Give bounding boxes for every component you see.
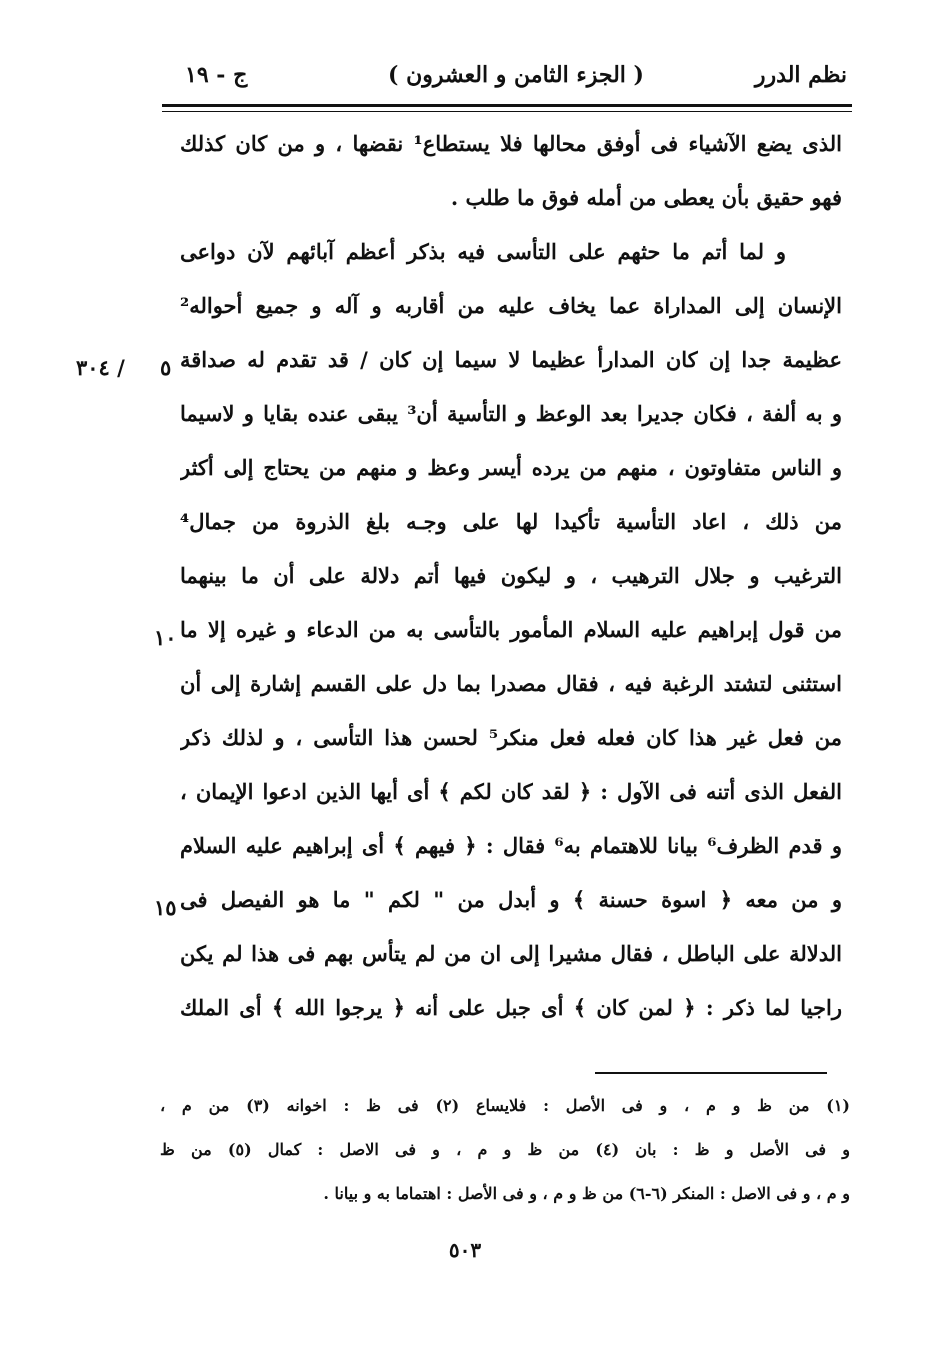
line-number-5: ٥ (160, 355, 172, 380)
manuscript-folio-reference: / ٣٠٤ (76, 355, 125, 380)
line-number-15: ١٥ (154, 895, 177, 920)
page-number: ٥٠٣ (448, 1238, 482, 1262)
header-rule-thick (162, 104, 852, 107)
text-line: فهو حقيق بأن يعطى من أمله فوق ما طلب . (450, 185, 842, 210)
text-line: و به ألفة ، فكان جديرا بعد الوعظ و التأسية أن³ يبقى عنده بقايا و لاسيما (180, 401, 842, 426)
footnotes (160, 1084, 850, 1216)
header-rule-thin (162, 111, 852, 112)
text-line: استثنى لتشتد الرغبة فيه ، فقال مصدرا بما دل على القسم إشارة إلى أن (180, 671, 842, 696)
text-line: الدلالة على الباطل ، فقال مشيرا إلى ان من لم يتأس بهم فى هذا لم يكن (180, 941, 842, 966)
footnote-line: و فى الأصل و ظ : بان (٤) من ظ و م ، و فى الاصل : كمال (٥) من ظ (160, 1140, 850, 1159)
part-label: ( الجزء الثامن و العشرون ) (388, 62, 644, 88)
text-line: و قدم الظرف⁶ بيانا للاهتمام به⁶ فقال : ﴿ فيهم ﴾ أى إبراهيم عليه السلام (180, 833, 842, 858)
text-line: الفعل الذى أتنه فى الآول : ﴿ لقد كان لكم ﴾ أى أيها الذين ادعوا الإيمان ، (180, 779, 842, 804)
text-line: من فعل غير هذا كان فعله فعل منكر⁵ لحسن هذا التأسى ، و لذلك ذكر (180, 725, 842, 750)
running-header (185, 56, 847, 96)
text-line: و الناس متفاوتون ، منهم من يرده أيسر وعظ و منهم من يحتاج إلى أكثر (180, 455, 842, 480)
text-line: من قول إبراهيم عليه السلام المأمور بالتأسى به من الدعاء و غيره إلا ما (180, 617, 842, 642)
text-line: و لما أتم ما حثهم على التأسى فيه بذكر أعظم آبائهم لآن دواعى (180, 239, 786, 264)
book-title: نظم الدرر (754, 62, 847, 88)
text-line: الذى يضع الآشياء فى أوفق محالها فلا يستطاع¹ نقضها ، و من كان كذلك (180, 131, 842, 156)
footnote-line: و م ، و فى الاصل : المنكر (٦-٦) من ظ و م ، و فى الأصل : اهتماما به و بيانا . (323, 1184, 850, 1203)
text-line: راجيا لما ذكر : ﴿ لمن كان ﴾ أى جبل على أنه ﴿ يرجوا الله ﴾ أى الملك (180, 995, 842, 1020)
footnote-separator (595, 1072, 827, 1074)
text-line: الإنسان إلى المداراة عما يخاف عليه من أقاربه و آله و جميع أحواله² (180, 293, 842, 318)
text-line: من ذلك ، اعاد التأسية تأكيدا لها على وجـه بلغ الذروة من جمال⁴ (180, 509, 842, 534)
footnote-line: (١) من ظ و م ، و فى الأصل : فلايساع (٢) فى ظ : اخوانه (٣) من م ، (160, 1096, 850, 1115)
text-line: عظيمة جدا إن كان المدارأ عظيما لا سيما إن كان / قد تقدم له صداقة (180, 347, 842, 372)
main-text (180, 117, 842, 1035)
volume-reference: ج - ١٩ (185, 62, 248, 88)
text-line: و من معه ﴿ اسوة حسنة ﴾ و أبدل من " لكم " ما هو الفيصل فى (180, 887, 842, 912)
line-number-10: ١٠ (154, 625, 177, 650)
text-line: الترغيب و جلال الترهيب ، و ليكون فيها أتم دلالة على أن ما بينهما (180, 563, 842, 588)
